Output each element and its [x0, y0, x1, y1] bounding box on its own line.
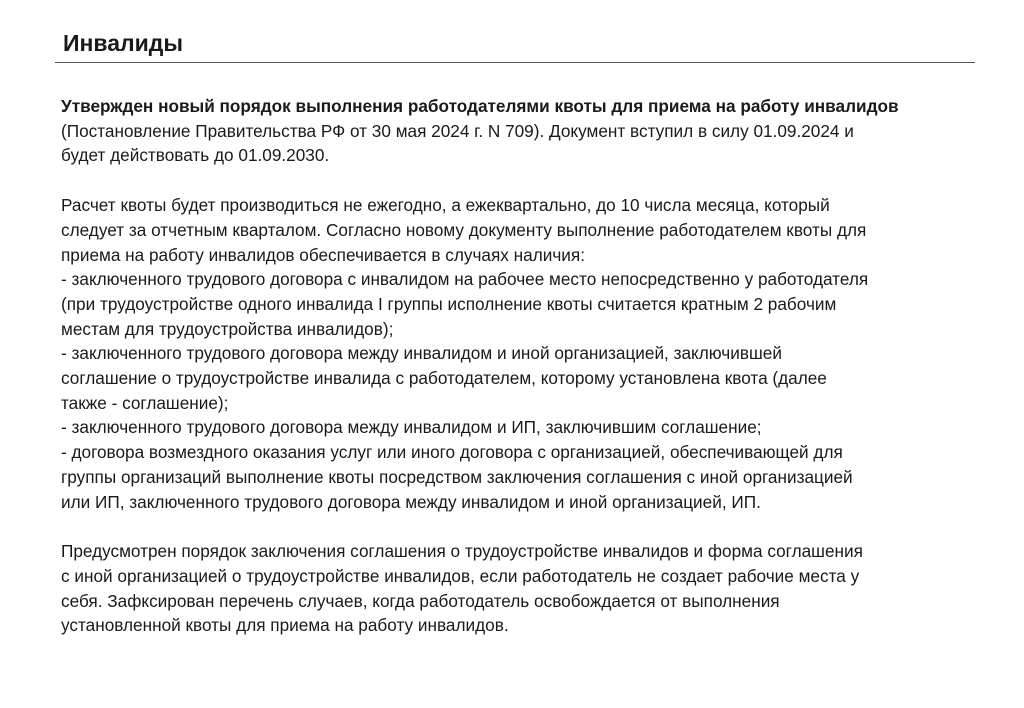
- page-title: Инвалиды: [63, 30, 184, 56]
- text-line: местам для трудоустройства инвалидов);: [61, 318, 394, 339]
- list-item-line: - договора возмездного оказания услуг или иного договора с организацией, обеспечивающей для: [61, 442, 843, 463]
- paragraph-quota-order: [61, 94, 976, 168]
- list-item-line: - заключенного трудового договора между инвалидом и иной организацией, заключившей: [61, 343, 782, 364]
- paragraph-agreement-procedure: [61, 539, 976, 638]
- text-line: или ИП, заключенного трудового договора между инвалидом и иной организацией, ИП.: [61, 491, 761, 512]
- text-line: также - соглашение);: [61, 392, 229, 413]
- text-line: установленной квоты для приема на работу инвалидов.: [61, 615, 509, 636]
- list-item-line: - заключенного трудового договора с инвалидом на рабочее место непосредственно у работодателя: [61, 269, 869, 290]
- text-line: будет действовать до 01.09.2030.: [61, 145, 330, 166]
- text-line: Предусмотрен порядок заключения соглашения о трудоустройстве инвалидов и форма соглашения: [61, 541, 863, 562]
- text-line: себя. Зафксирован перечень случаев, когда работодатель освобождается от выполнения: [61, 590, 780, 611]
- title-divider: [55, 62, 975, 63]
- document-body: [61, 94, 976, 663]
- text-line: с иной организацией о трудоустройстве инвалидов, если работодатель не создает рабочие места у: [61, 565, 860, 586]
- text-line: группы организаций выполнение квоты посредством заключения соглашения с иной организацией: [61, 466, 853, 487]
- text-line: следует за отчетным кварталом. Согласно новому документу выполнение работодателем квоты для: [61, 219, 867, 240]
- text-line: Расчет квоты будет производиться не ежегодно, а ежеквартально, до 10 числа месяца, который: [61, 195, 830, 216]
- text-line: приема на работу инвалидов обеспечивается в случаях наличия:: [61, 244, 585, 265]
- text-line: соглашение о трудоустройстве инвалида с работодателем, которому установлена квота (далее: [61, 368, 827, 389]
- list-item-line: - заключенного трудового договора между инвалидом и ИП, заключившим соглашение;: [61, 417, 762, 438]
- text-line: (Постановление Правительства РФ от 30 мая 2024 г. N 709). Документ вступил в силу 01.09.2024 и: [61, 120, 854, 141]
- text-line: (при трудоустройстве одного инвалида I группы исполнение квоты считается кратным 2 рабочим: [61, 293, 837, 314]
- paragraph-heading: Утвержден новый порядок выполнения работодателями квоты для приема на работу инвалидов: [61, 96, 899, 116]
- paragraph-quota-calculation: [61, 193, 976, 514]
